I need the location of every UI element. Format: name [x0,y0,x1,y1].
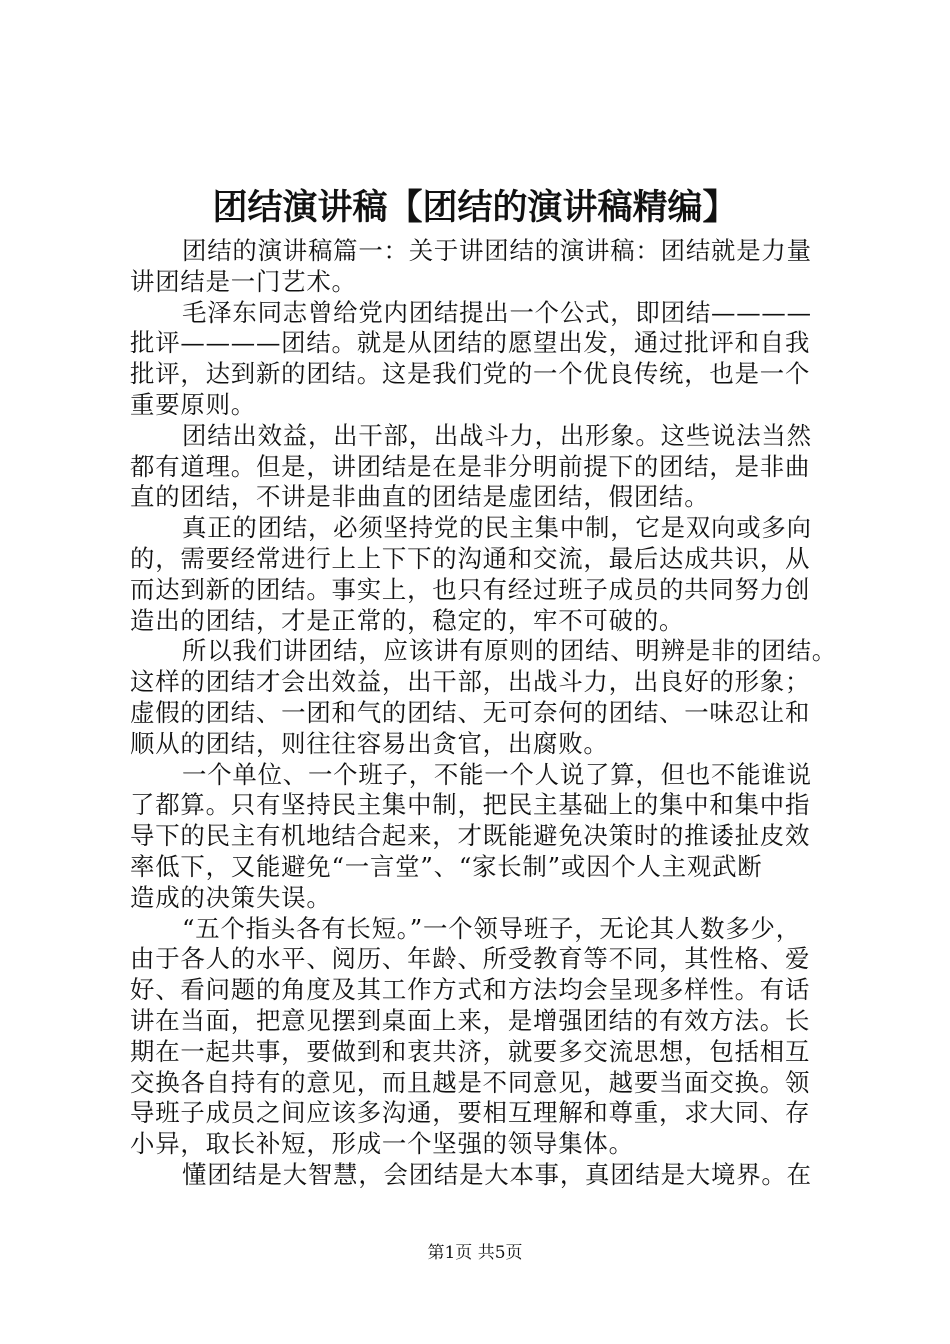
body-line: 真正的团结，必须坚持党的民主集中制，它是双向或多向 [182,513,812,543]
body-line: 了都算。只有坚持民主集中制，把民主基础上的集中和集中指 [130,790,811,820]
body-line: 好、看问题的角度及其工作方式和方法均会呈现多样性。有话 [130,975,811,1005]
body-line: 造出的团结，才是正常的，稳定的，牢不可破的。 [130,605,685,635]
body-line: 批评，达到新的团结。这是我们党的一个优良传统，也是一个 [130,359,811,389]
body-line: 都有道理。但是，讲团结是在是非分明前提下的团结，是非曲 [130,451,811,481]
body-line: 毛泽东同志曾给党内团结提出一个公式，即团结———— [182,297,812,327]
body-line: 重要原则。 [130,389,256,419]
body-line: 直的团结，不讲是非曲直的团结是虚团结，假团结。 [130,482,710,512]
body-line: 团结出效益，出干部，出战斗力，出形象。这些说法当然 [182,420,812,450]
document-title: 团结演讲稿【团结的演讲稿精编】 [212,188,738,228]
body-line: 交换各自持有的意见，而且越是不同意见，越要当面交换。领 [130,1067,811,1097]
body-line: 造成的决策失误。 [130,882,332,912]
body-line: 而达到新的团结。事实上，也只有经过班子成员的共同努力创 [130,574,811,604]
body-line: 团结的演讲稿篇一：关于讲团结的演讲稿：团结就是力量 [182,236,812,265]
body-line: 懂团结是大智慧，会团结是大本事，真团结是大境界。在 [182,1159,812,1189]
document-body [130,236,836,1191]
body-line: 讲在当面，把意见摆到桌面上来，是增强团结的有效方法。长 [130,1005,811,1035]
body-line: 导班子成员之间应该多沟通，要相互理解和尊重，求大同、存 [130,1098,811,1128]
body-line: 期在一起共事，要做到和衷共济，就要多交流思想，包括相互 [130,1036,811,1066]
body-line: “五个指头各有长短。”一个领导班子，无论其人数多少， [182,913,801,943]
body-line: 批评————团结。就是从团结的愿望出发，通过批评和自我 [130,328,811,358]
body-line: 由于各人的水平、阅历、年龄、所受教育等不同，其性格、爱 [130,944,811,974]
body-line: 讲团结是一门艺术。 [130,266,357,296]
body-line: 所以我们讲团结，应该讲有原则的团结、明辨是非的团结。 [182,636,837,666]
body-line: 小异，取长补短，形成一个坚强的领导集体。 [130,1129,634,1159]
body-line: 的，需要经常进行上上下下的沟通和交流，最后达成共识，从 [130,543,811,573]
body-line: 虚假的团结、一团和气的团结、无可奈何的团结、一味忍让和 [130,697,811,727]
body-line: 率低下，又能避免“一言堂”、“家长制”或因个人主观武断 [130,851,763,881]
body-line: 导下的民主有机地结合起来，才既能避免决策时的推诿扯皮效 [130,821,811,851]
page-footer: 第1页 共5页 [427,1243,523,1263]
body-line: 顺从的团结，则往往容易出贪官，出腐败。 [130,728,609,758]
body-line: 这样的团结才会出效益，出干部，出战斗力，出良好的形象； [130,667,811,697]
body-line: 一个单位、一个班子，不能一个人说了算，但也不能谁说 [182,759,812,789]
